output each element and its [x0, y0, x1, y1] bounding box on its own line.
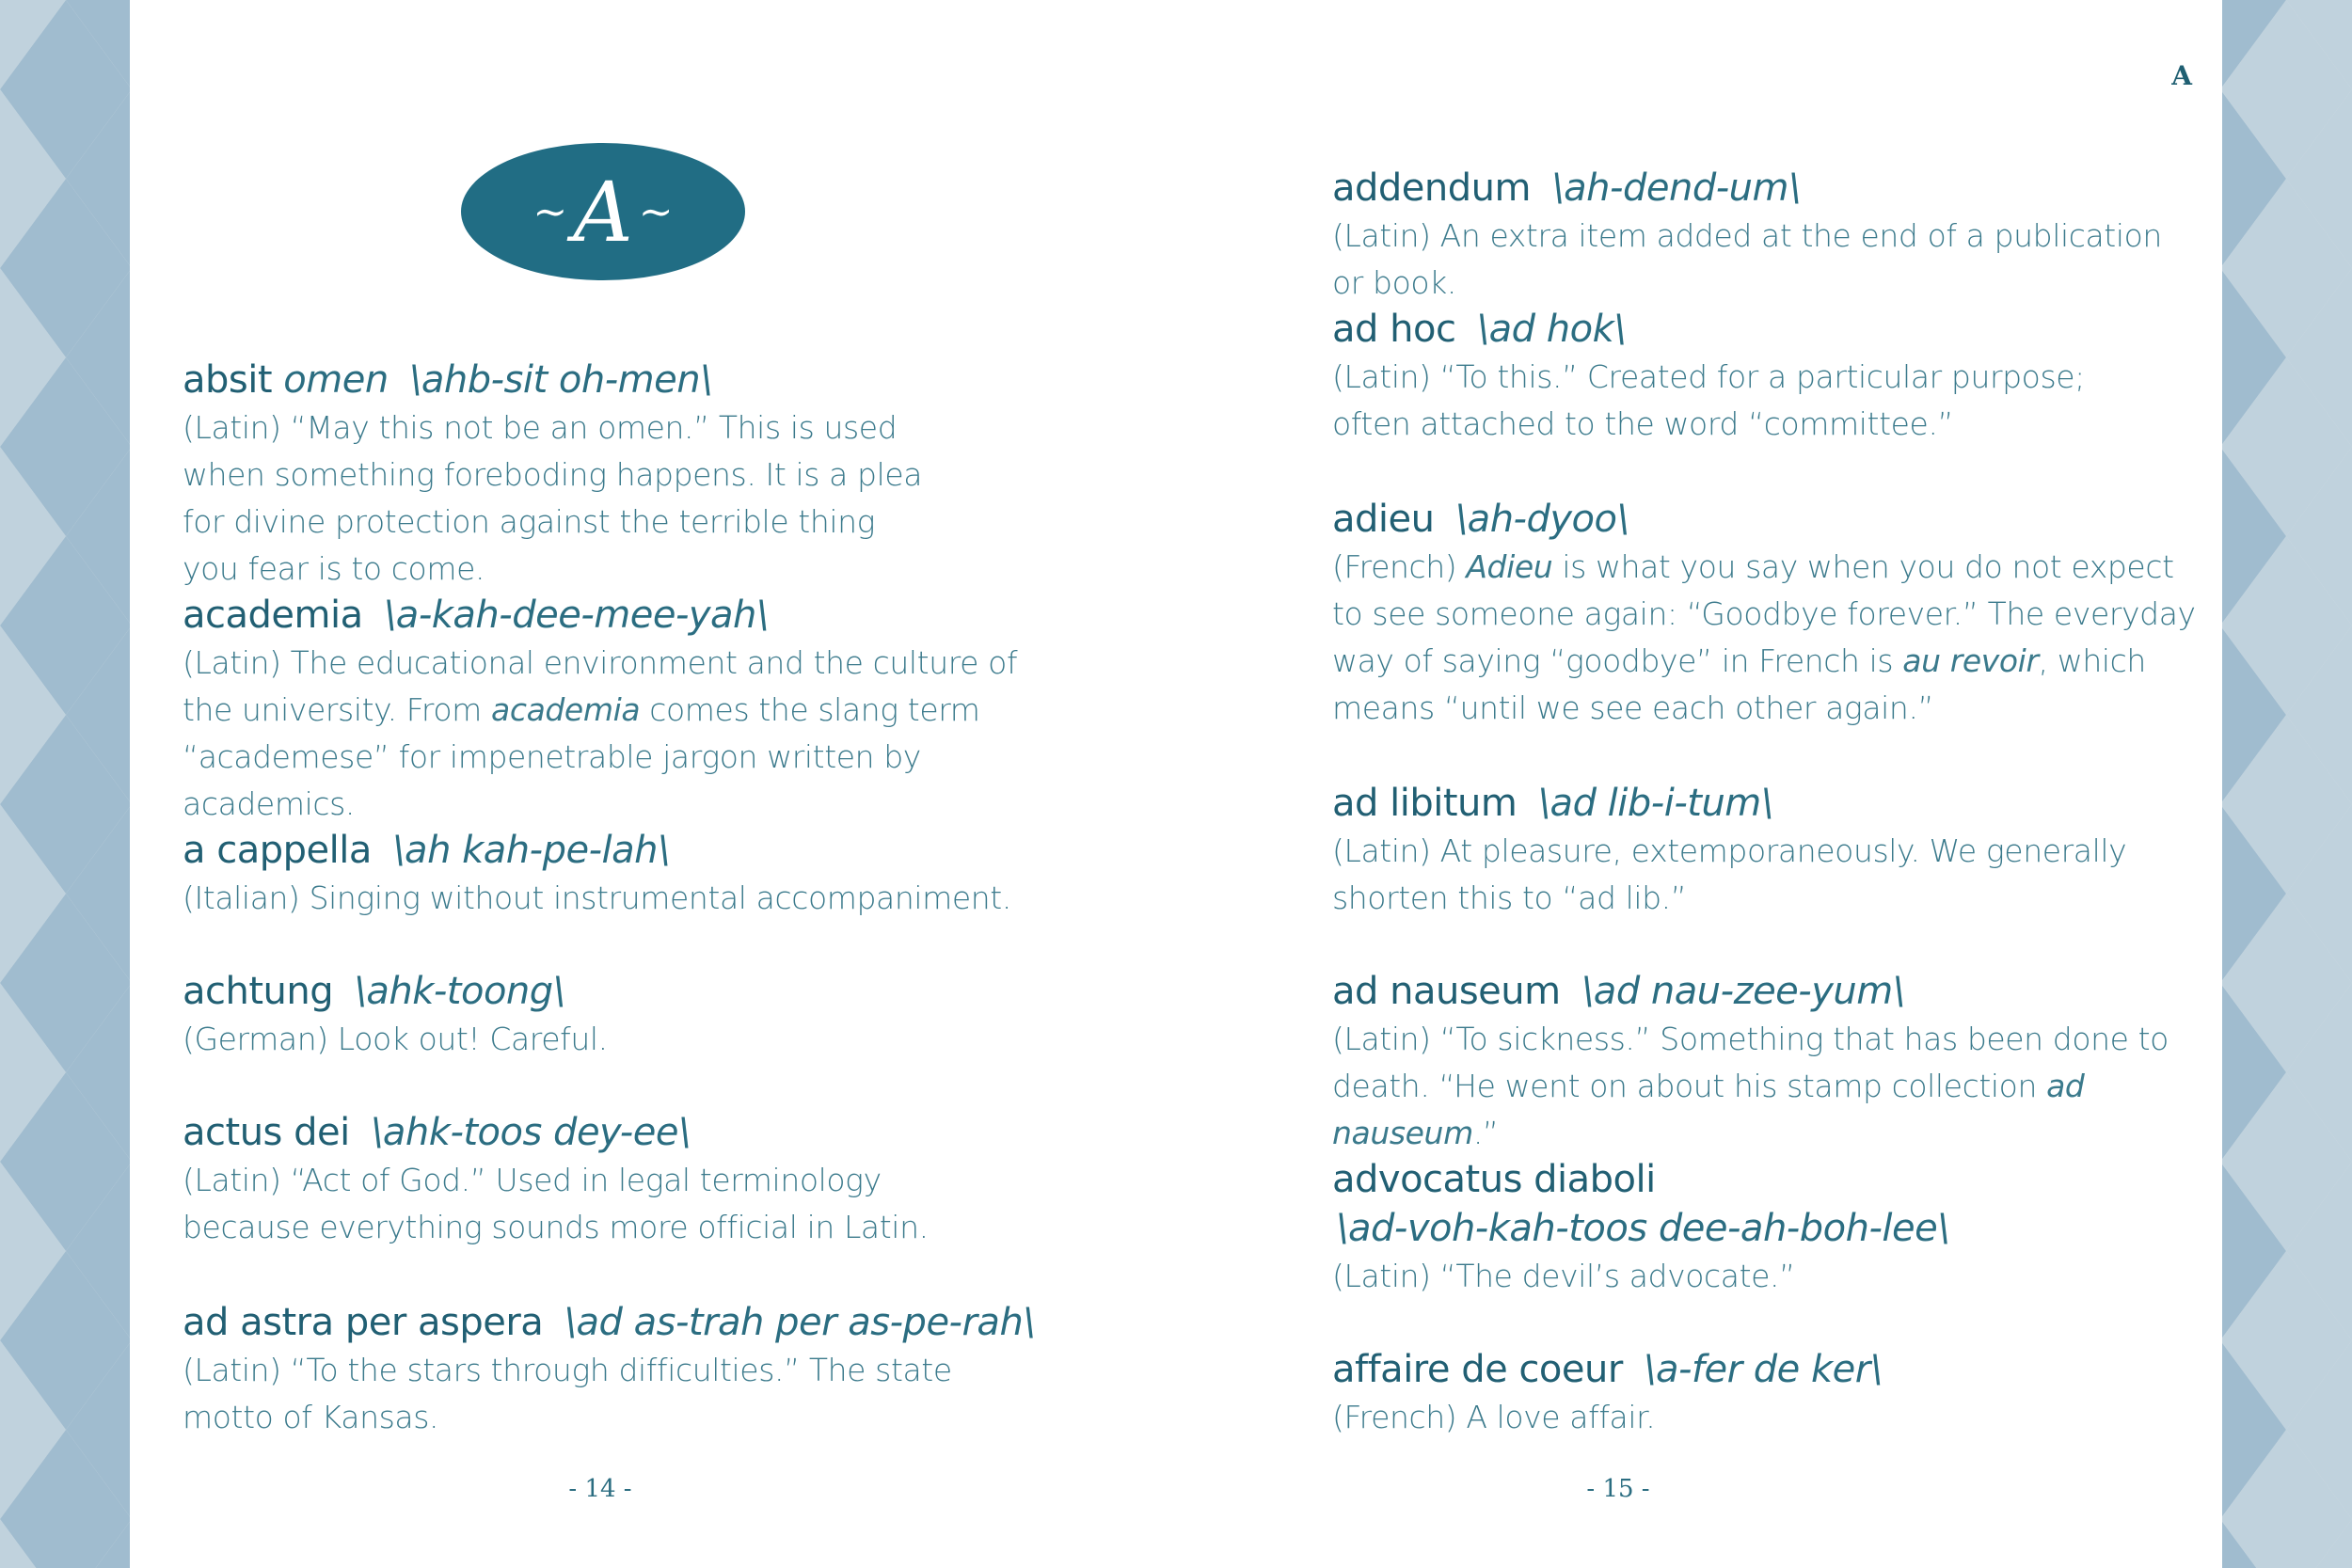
dictionary-entry	[1332, 495, 2292, 732]
section-letter-badge	[461, 143, 745, 280]
left-decorative-border	[0, 0, 130, 1568]
right-page	[1176, 0, 2222, 1568]
entry-headline	[1332, 779, 2292, 828]
definition-text: comes the slang term “academese” for impenetrable jargon written by academics.	[183, 691, 980, 822]
entry-definition: (Latin) “To this.” Created for a particular purpose; often attached to the word “committee.”	[1332, 358, 2085, 442]
entry-headline	[1332, 1345, 2292, 1394]
entry-term: actus dei	[183, 1111, 350, 1154]
dictionary-entry	[183, 356, 1142, 593]
dictionary-entry	[1332, 164, 2292, 307]
entry-headline	[183, 356, 1142, 404]
entry-pronunciation: \ah-dyoo\	[1454, 498, 1629, 541]
entry-term: absit	[183, 358, 273, 402]
entry-pronunciation: \ad-voh-kah-toos dee-ah-boh-lee\	[1336, 1207, 1950, 1250]
running-head-letter: A	[2171, 60, 2192, 91]
entry-headline	[1332, 1155, 2292, 1253]
entry-pronunciation: \ah-dend-um\	[1551, 166, 1801, 210]
entry-headline	[1332, 967, 2292, 1016]
entry-definition	[1332, 544, 2198, 732]
entry-term: ad hoc	[1332, 308, 1456, 351]
dictionary-entry	[1332, 305, 2292, 448]
entry-term: addendum	[1332, 166, 1531, 210]
entry-definition: (Latin) An extra item added at the end of a publication or book.	[1332, 217, 2162, 301]
entry-definition: (Latin) “To the stars through difficulties.” The state motto of Kansas.	[183, 1352, 952, 1435]
entry-pronunciation: \a-fer de ker\	[1644, 1348, 1883, 1391]
entry-pronunciation: \ah kah-pe-lah\	[392, 829, 670, 872]
harlequin-pattern	[0, 0, 130, 1568]
entry-term: ad libitum	[1332, 782, 1518, 825]
entry-headline	[1332, 495, 2292, 544]
swash-ornament: ~	[532, 187, 568, 236]
entry-pronunciation: \ad lib-i-tum\	[1537, 782, 1773, 825]
dictionary-entry	[183, 1298, 1142, 1441]
dictionary-entry	[1332, 1155, 2292, 1300]
definition-text: (Latin) The educational environment and the culture of the university. From	[183, 644, 1018, 728]
entry-headline	[183, 826, 1142, 875]
entry-headline	[183, 591, 1142, 640]
definition-text: .”	[1472, 1115, 1499, 1151]
entry-term: ad astra per aspera	[183, 1301, 544, 1344]
entry-pronunciation: \ad nau-zee-yum\	[1581, 970, 1905, 1013]
dictionary-entry	[183, 591, 1142, 828]
dictionary-entry	[183, 826, 1142, 922]
entry-term: academia	[183, 594, 363, 637]
entry-definition	[183, 640, 1067, 828]
entry-pronunciation: \ad hok\	[1476, 308, 1627, 351]
entry-definition: (Latin) At pleasure, extemporaneously. We generally shorten this to “ad lib.”	[1332, 832, 2127, 916]
definition-italic-term: ad nauseum	[1332, 1068, 2085, 1151]
entry-term: a cappella	[183, 829, 372, 872]
definition-italic-term: Adieu	[1466, 548, 1553, 585]
entry-pronunciation: \ad as-trah per as-pe-rah\	[564, 1301, 1036, 1344]
entry-definition: (German) Look out! Careful.	[183, 1021, 608, 1057]
entry-term: advocatus diaboli	[1332, 1158, 1656, 1201]
entry-headline	[1332, 305, 2292, 354]
page-number: - 15 -	[1586, 1475, 1650, 1503]
entry-headline	[183, 1298, 1142, 1347]
entry-definition: (Latin) “Act of God.” Used in legal terminology because everything sounds more official in Latin.	[183, 1162, 929, 1245]
definition-italic-term: academia	[491, 691, 641, 728]
section-letter: A	[573, 163, 633, 261]
entry-term: achtung	[183, 970, 334, 1013]
entry-definition: (Latin) “May this not be an omen.” This is used when something foreboding happens. It is a plea for divine protection against the terrible thing you fear is to come.	[183, 409, 923, 587]
definition-text: (Latin) “To sickness.” Something that has been done to death. “He went on about his stamp collection	[1332, 1021, 2169, 1104]
entry-definition	[1332, 1016, 2198, 1157]
dictionary-entry	[183, 1108, 1142, 1251]
entry-headline	[183, 967, 1142, 1016]
dictionary-entry	[1332, 1345, 2292, 1441]
entry-term-italic: omen	[283, 358, 389, 402]
entry-term: adieu	[1332, 498, 1435, 541]
definition-text: (French)	[1332, 548, 1467, 585]
entry-definition: (Italian) Singing without instrumental accompaniment.	[183, 879, 1011, 916]
dictionary-entry	[1332, 967, 2292, 1157]
dictionary-entry	[1332, 779, 2292, 922]
left-page	[130, 0, 1176, 1568]
entry-term: ad nauseum	[1332, 970, 1561, 1013]
entry-definition: (Latin) “The devil’s advocate.”	[1332, 1258, 1795, 1294]
entry-term: affaire de coeur	[1332, 1348, 1623, 1391]
entry-headline	[1332, 164, 2292, 213]
entry-pronunciation: \ahk-toong\	[354, 970, 565, 1013]
entry-pronunciation: \a-kah-dee-mee-yah\	[383, 594, 769, 637]
swash-ornament: ~	[638, 187, 674, 236]
entry-headline	[183, 1108, 1142, 1157]
entry-pronunciation: \ahb-sit oh-men\	[408, 358, 713, 402]
entry-definition: (French) A love affair.	[1332, 1399, 1656, 1435]
definition-text: , which means “until we see each other again.”	[1332, 642, 2146, 726]
page-number: - 14 -	[568, 1475, 632, 1503]
entry-pronunciation: \ahk-toos dey-ee\	[370, 1111, 691, 1154]
dictionary-entry	[183, 967, 1142, 1063]
definition-italic-term: au revoir	[1902, 642, 2039, 679]
definition-text: is what you say when you do not expect to see someone again: “Goodbye forever.” The everyday way of saying “goodbye” in French is	[1332, 548, 2196, 679]
